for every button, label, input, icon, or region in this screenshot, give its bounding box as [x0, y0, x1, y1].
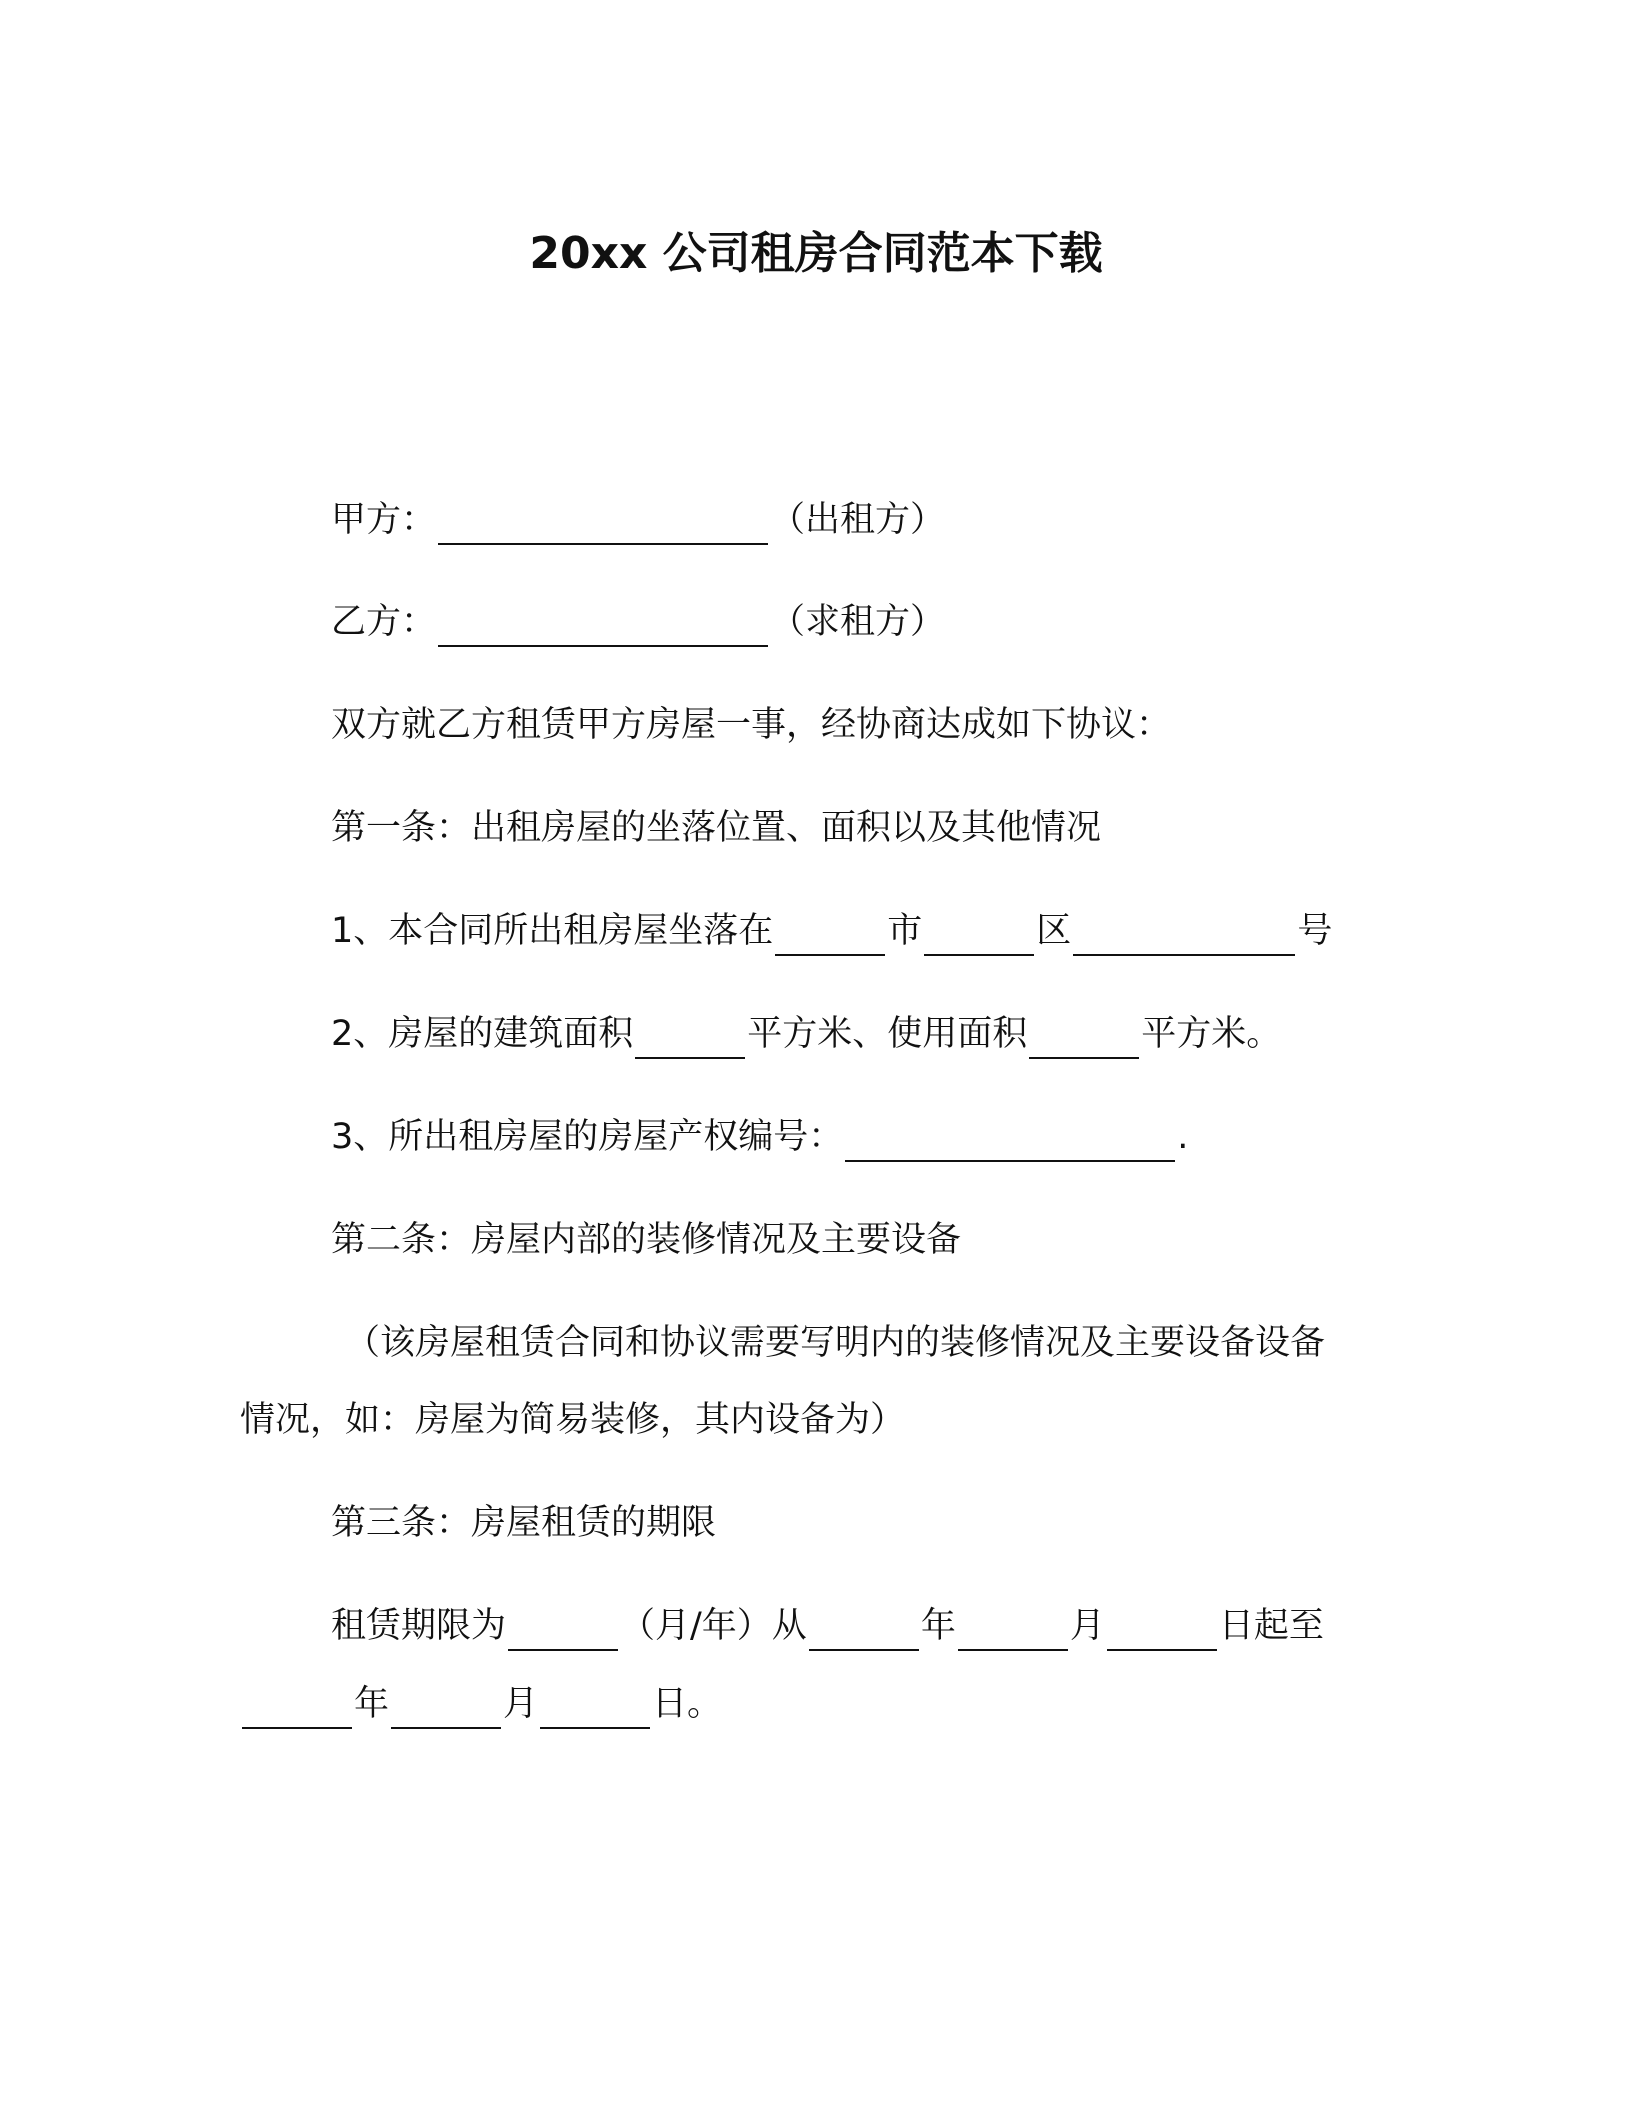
party-a-label: 甲方：	[331, 500, 437, 540]
street-number-blank[interactable]	[1073, 914, 1295, 956]
item-2-mid: 平方米、使用面积	[747, 1014, 1028, 1054]
article-2-note-line-2: 情况，如：房屋为简易装修，其内设备为）	[240, 1400, 906, 1440]
end-year-label: 年	[354, 1684, 390, 1724]
article-1-item-3	[331, 1112, 1188, 1162]
end-day-blank[interactable]	[540, 1687, 650, 1729]
article-1-item-2	[331, 1009, 1281, 1059]
article-3-heading: 第三条：房屋租赁的期限	[331, 1503, 717, 1543]
party-a-line	[331, 495, 945, 545]
start-year-label: 年	[920, 1606, 956, 1646]
start-month-label: 月	[1069, 1606, 1105, 1646]
item-3-prefix: 3、所出租房屋的房屋产权编号：	[331, 1117, 844, 1157]
start-month-blank[interactable]	[958, 1609, 1068, 1651]
start-day-blank[interactable]	[1107, 1609, 1217, 1651]
party-b-blank[interactable]	[438, 605, 768, 647]
party-a-blank[interactable]	[438, 503, 768, 545]
item-1-prefix: 1、本合同所出租房屋坐落在	[331, 911, 774, 951]
party-b-line	[331, 597, 945, 647]
property-cert-blank[interactable]	[845, 1120, 1175, 1162]
city-label: 市	[887, 911, 923, 951]
article-2-heading: 第二条：房屋内部的装修情况及主要设备	[331, 1220, 962, 1260]
item-2-prefix: 2、房屋的建筑面积	[331, 1014, 634, 1054]
start-day-label: 日起至	[1218, 1606, 1324, 1646]
party-b-label: 乙方：	[331, 602, 437, 642]
party-a-role: （出租方）	[770, 500, 946, 540]
number-label: 号	[1297, 911, 1333, 951]
item-3-end: .	[1177, 1117, 1189, 1157]
building-area-blank[interactable]	[635, 1017, 745, 1059]
article-1-heading: 第一条：出租房屋的坐落位置、面积以及其他情况	[331, 808, 1102, 848]
party-b-role: （求租方）	[770, 602, 946, 642]
city-blank[interactable]	[775, 914, 885, 956]
intro-text: 双方就乙方租赁甲方房屋一事，经协商达成如下协议：	[331, 705, 1172, 745]
end-month-label: 月	[503, 1684, 539, 1724]
district-label: 区	[1036, 911, 1072, 951]
term-length-blank[interactable]	[508, 1609, 618, 1651]
end-month-blank[interactable]	[391, 1687, 501, 1729]
end-year-blank[interactable]	[242, 1687, 352, 1729]
lease-term-line-2	[240, 1679, 722, 1729]
end-day-label: 日。	[652, 1684, 723, 1724]
article-2-note-line-1: （该房屋租赁合同和协议需要写明内的装修情况及主要设备设备	[345, 1323, 1326, 1363]
document-title: 20xx 公司租房合同范本下载	[529, 228, 1103, 279]
usable-area-blank[interactable]	[1029, 1017, 1139, 1059]
start-year-blank[interactable]	[809, 1609, 919, 1651]
lease-term-line-1	[331, 1601, 1324, 1651]
article-1-item-1	[331, 906, 1332, 956]
district-blank[interactable]	[924, 914, 1034, 956]
term-prefix: 租赁期限为	[331, 1606, 507, 1646]
term-unit: （月/年）从	[620, 1606, 807, 1646]
item-2-end: 平方米。	[1141, 1014, 1282, 1054]
